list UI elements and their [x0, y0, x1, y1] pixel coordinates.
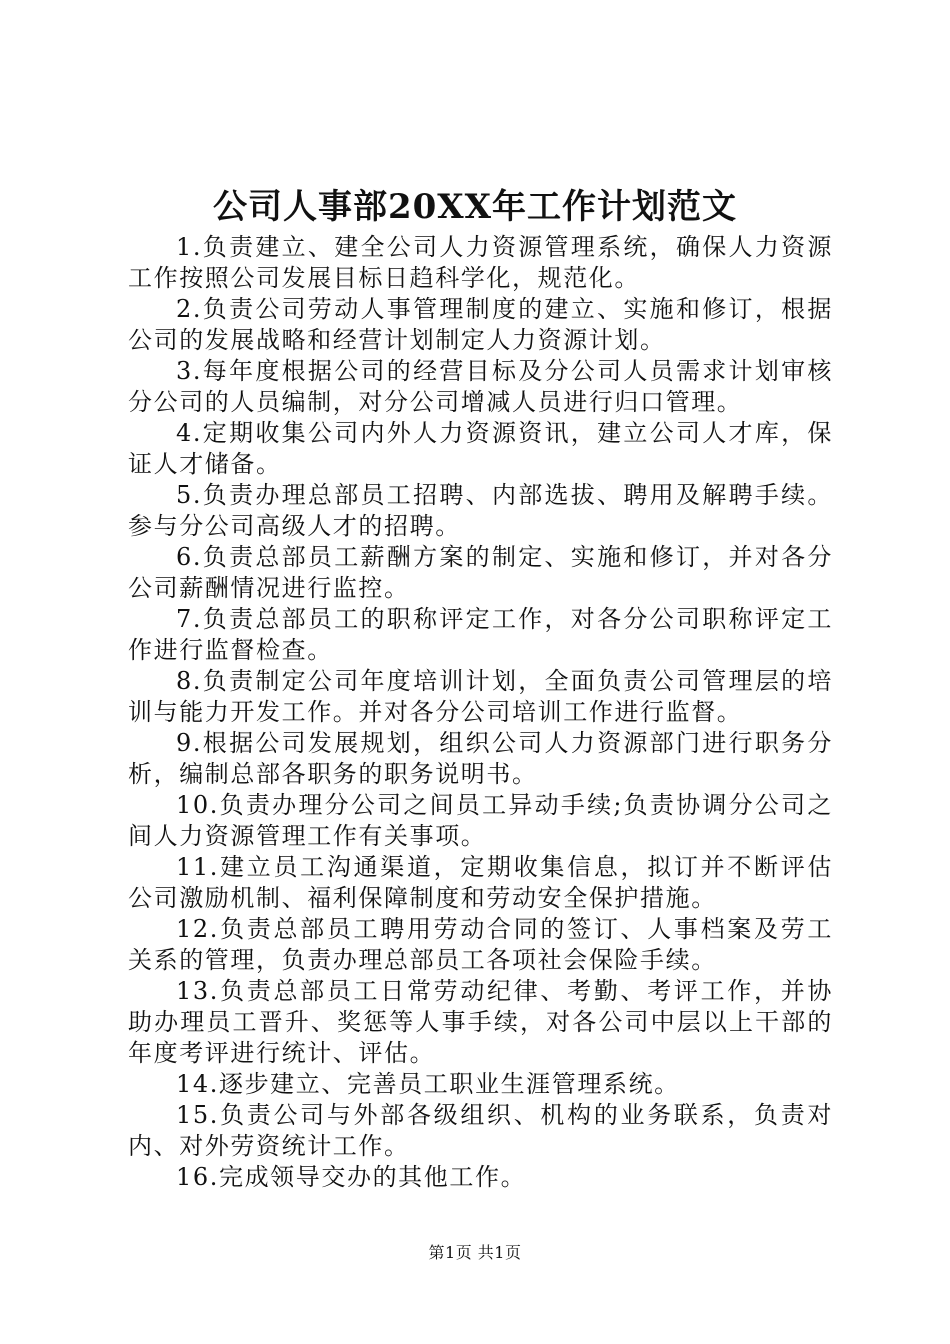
- list-item: 3.每年度根据公司的经营目标及分公司人员需求计划审核分公司的人员编制，对分公司增减人员进行归口管理。: [128, 357, 833, 416]
- list-item: 9.根据公司发展规划，组织公司人力资源部门进行职务分析，编制总部各职务的职务说明书。: [128, 729, 833, 788]
- list-item: 6.负责总部员工薪酬方案的制定、实施和修订，并对各分公司薪酬情况进行监控。: [128, 543, 833, 602]
- list-item: 13.负责总部员工日常劳动纪律、考勤、考评工作，并协助办理员工晋升、奖惩等人事手续，对各公司中层以上干部的年度考评进行统计、评估。: [128, 977, 833, 1067]
- page-footer: 第1页 共1页: [428, 1243, 522, 1262]
- document-title: 公司人事部20XX年工作计划范文: [212, 187, 738, 227]
- list-item: 10.负责办理分公司之间员工异动手续;负责协调分公司之间人力资源管理工作有关事项。: [128, 791, 833, 850]
- list-item: 16.完成领导交办的其他工作。: [176, 1163, 527, 1191]
- list-item: 12.负责总部员工聘用劳动合同的签订、人事档案及劳工关系的管理，负责办理总部员工各项社会保险手续。: [128, 915, 833, 974]
- list-item: 4.定期收集公司内外人力资源资讯，建立公司人才库，保证人才储备。: [128, 419, 833, 478]
- list-item: 1.负责建立、建全公司人力资源管理系统，确保人力资源工作按照公司发展目标日趋科学化，规范化。: [128, 233, 833, 292]
- list-item: 2.负责公司劳动人事管理制度的建立、实施和修订，根据公司的发展战略和经营计划制定人力资源计划。: [128, 295, 833, 354]
- document-body: [128, 232, 833, 1193]
- list-item: 15.负责公司与外部各级组织、机构的业务联系，负责对内、对外劳资统计工作。: [128, 1101, 833, 1160]
- list-item: 7.负责总部员工的职称评定工作，对各分公司职称评定工作进行监督检查。: [128, 605, 833, 664]
- list-item: 14.逐步建立、完善员工职业生涯管理系统。: [176, 1070, 680, 1098]
- list-item: 8.负责制定公司年度培训计划，全面负责公司管理层的培训与能力开发工作。并对各分公司培训工作进行监督。: [128, 667, 833, 726]
- list-item: 5.负责办理总部员工招聘、内部选拔、聘用及解聘手续。参与分公司高级人才的招聘。: [128, 481, 833, 540]
- list-item: 11.建立员工沟通渠道，定期收集信息，拟订并不断评估公司激励机制、福利保障制度和劳动安全保护措施。: [128, 853, 833, 912]
